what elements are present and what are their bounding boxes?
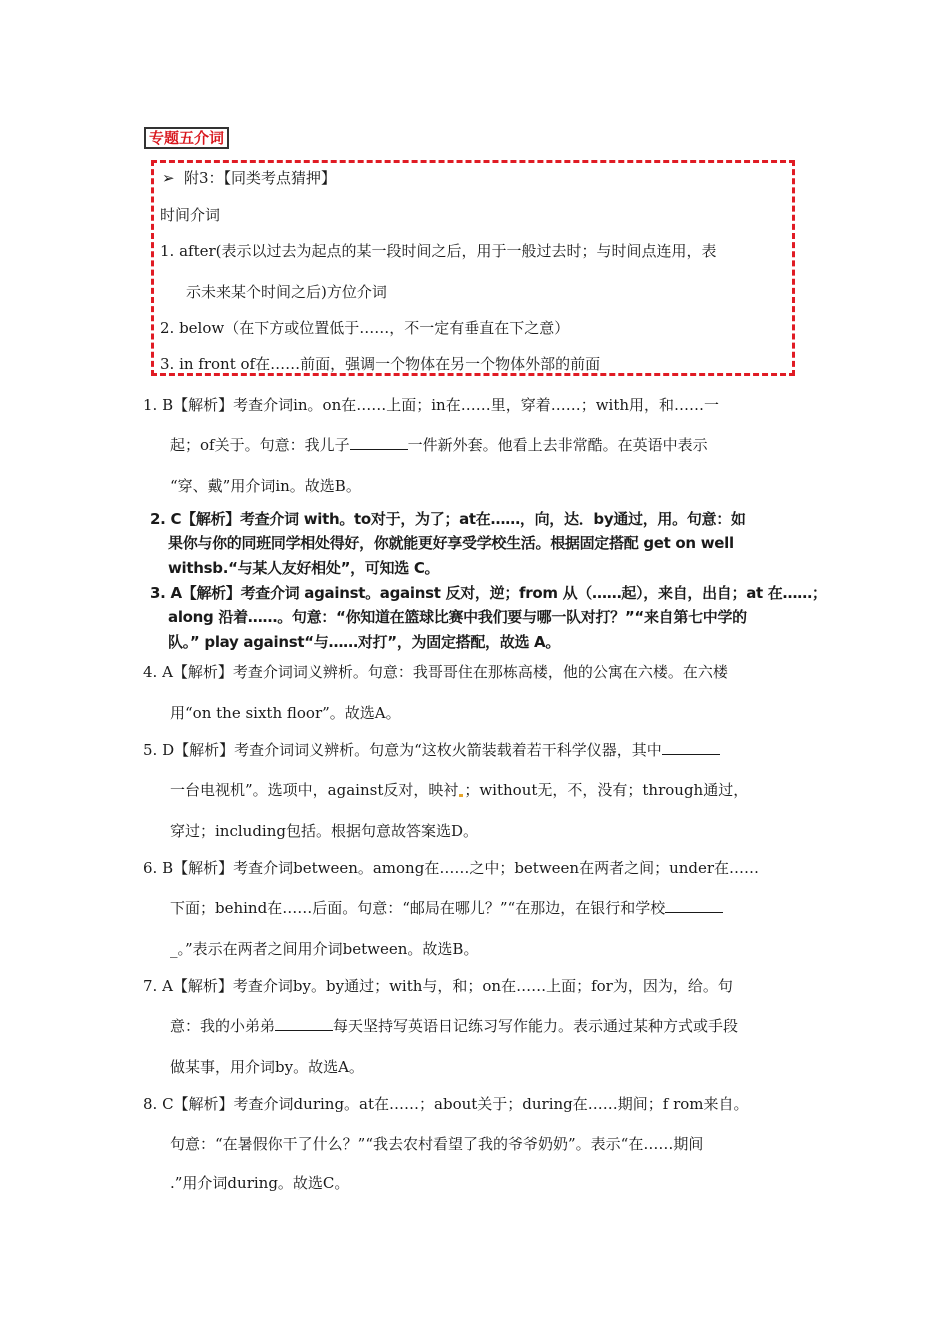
answer-6-line-2: 下面；behind在……后面。句意：“邮局在哪儿？”“在那边，在银行和学校 xyxy=(170,898,723,918)
answer-7-line-1: 7. A【解析】考查介词by。by通过；with与，和；on在……上面；for为，因为，给。句 xyxy=(143,977,733,995)
fill-blank xyxy=(662,740,720,755)
answer-8-line-2: 句意：“在暑假你干了什么？”“我去农村看望了我的爷爷奶奶”。表示“在……期间 xyxy=(170,1135,704,1153)
answer-3-line-1: 3. A【解析】考查介词 against。against 反对，逆；from 从（……起），来自，出自；at 在……； xyxy=(150,584,827,602)
fill-blank xyxy=(665,898,723,913)
answer-2-line-2: 果你与你的同班同学相处得好，你就能更好享受学校生活。根据固定搭配 get on well xyxy=(168,534,734,552)
answer-8-line-3: .”用介词during。故选C。 xyxy=(170,1174,350,1192)
answer-6-line-1: 6. B【解析】考查介词between。among在……之中；between在两者之间；under在…… xyxy=(143,859,760,877)
box-item-3: 3. in front of在……前面，强调一个物体在另一个物体外部的前面 xyxy=(160,355,601,373)
answer-5-line-1: 5. D【解析】考查介词词义辨析。句意为“这枚火箭装载着若干科学仪器，其中 xyxy=(143,740,720,760)
box-subheading: 时间介词 xyxy=(160,206,221,224)
guess-box-frame xyxy=(151,160,795,376)
fill-blank xyxy=(275,1016,333,1031)
box-heading-text: 附3：【同类考点猜押】 xyxy=(184,169,337,187)
answer-7-line-2: 意：我的小弟弟 每天坚持写英语日记练习写作能力。表示通过某种方式或手段 xyxy=(170,1017,739,1035)
box-item-1: 1. after(表示以过去为起点的某一段时间之后，用于一般过去时；与时间点连用，表 xyxy=(160,242,717,260)
answer-7-line-3: 做某事，用介词by。故选A。 xyxy=(170,1058,364,1076)
answer-2-line-1: 2. C【解析】考查介词 with。to对于，为了；at在……，向，达．by通过，用。句意：如 xyxy=(150,510,746,528)
answer-4-line-2: 用“on the sixth floor”。故选A。 xyxy=(170,704,401,722)
answer-3-line-2: along 沿着……。句意：“你知道在篮球比赛中我们要与哪一队对打？”“来自第七中学的 xyxy=(168,608,747,626)
answer-4-line-1: 4. A【解析】考查介词词义辨析。句意：我哥哥住在那栋高楼，他的公寓在六楼。在六楼 xyxy=(143,663,728,681)
answer-5-line-2: 一台电视机”。选项中，against反对，映衬 ；without无，不，没有；through通过， xyxy=(170,781,749,799)
highlight-mark xyxy=(459,794,463,797)
box-item-1-cont: 示未来某个时间之后)方位介词 xyxy=(186,283,387,301)
answer-1-line-2: 起；of关于。句意：我儿子 一件新外套。他看上去非常酷。在英语中表示 xyxy=(170,436,708,454)
box-item-2: 2. below（在下方或位置低于……，不一定有垂直在下之意） xyxy=(160,319,570,337)
answer-6-line-3: _。”表示在两者之间用介词between。故选B。 xyxy=(170,940,479,958)
answer-1-line-1: 1. B【解析】考查介词in。on在……上面；in在……里，穿着……；with用，和……一 xyxy=(143,396,720,414)
page-title: 专题五介词 xyxy=(144,127,229,149)
answer-3-line-3: 队。” play against“与……对打”，为固定搭配，故选 A。 xyxy=(168,633,561,651)
fill-blank xyxy=(350,435,408,450)
arrow-bullet-icon: ➢ xyxy=(162,169,175,187)
answer-8-line-1: 8. C【解析】考查介词during。at在……；about关于；during在……期间；f rom来自。 xyxy=(143,1095,749,1113)
answer-2-line-3: withsb.“与某人友好相处”，可知选 C。 xyxy=(168,559,440,577)
answer-1-line-3: “穿、戴”用介词in。故选B。 xyxy=(170,477,361,495)
answer-5-line-3: 穿过；including包括。根据句意故答案选D。 xyxy=(170,822,479,840)
box-heading xyxy=(162,168,336,188)
